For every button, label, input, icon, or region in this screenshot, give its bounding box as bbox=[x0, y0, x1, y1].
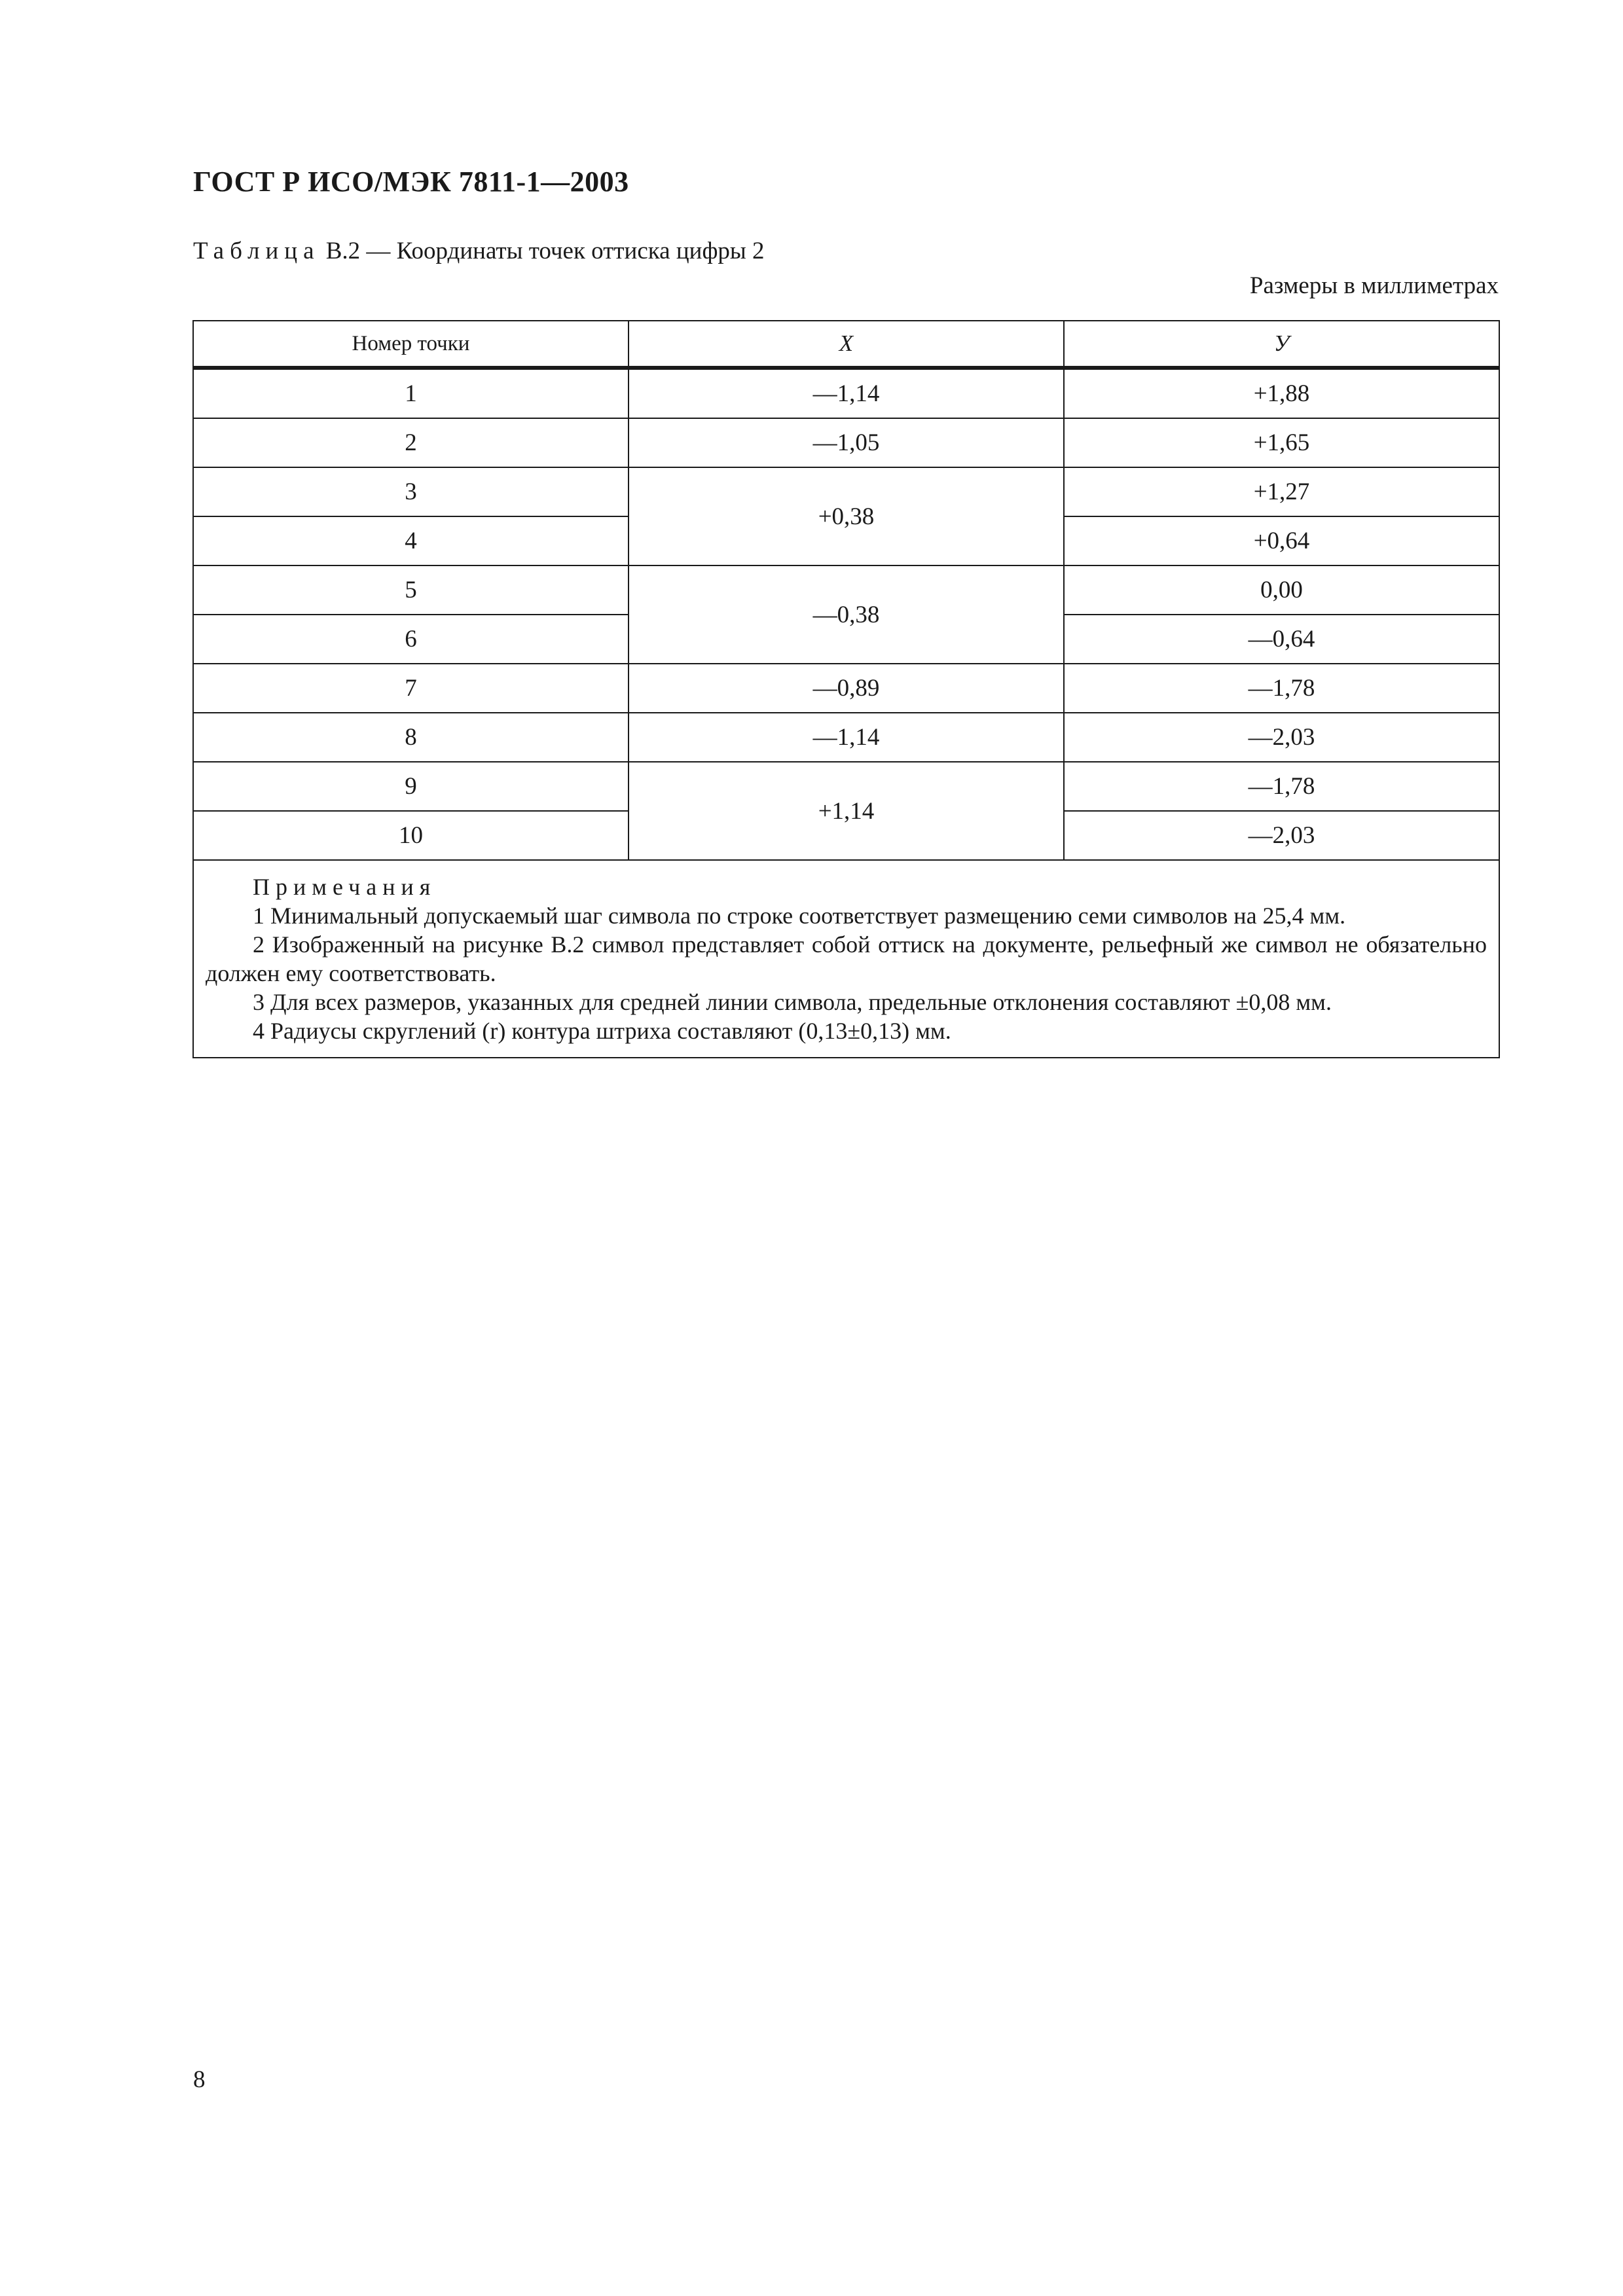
cell-y: —1,78 bbox=[1064, 664, 1499, 713]
note-4: 4 Радиусы скруглений (r) контура штриха составляют (0,13±0,13) мм. bbox=[253, 1018, 951, 1044]
cell-x: —1,05 bbox=[629, 418, 1064, 467]
cell-point-number: 3 bbox=[193, 467, 629, 516]
cell-point-number: 4 bbox=[193, 516, 629, 565]
table-row bbox=[193, 664, 1499, 713]
cell-point-number: 9 bbox=[193, 762, 629, 811]
table-row bbox=[193, 418, 1499, 467]
table-caption-label: Таблица bbox=[193, 238, 320, 264]
units-note: Размеры в миллиметрах bbox=[1249, 272, 1499, 299]
cell-y: —0,64 bbox=[1064, 615, 1499, 664]
note-1: 1 Минимальный допускаемый шаг символа по строке соответствует размещению семи символов на 25,4 мм. bbox=[253, 903, 1346, 929]
notes-title: Примечания bbox=[253, 874, 437, 900]
table-row bbox=[193, 467, 1499, 516]
cell-x: +0,38 bbox=[629, 467, 1064, 565]
table-row bbox=[193, 713, 1499, 762]
notes-cell bbox=[193, 860, 1499, 1058]
header-point-number: Номер точки bbox=[193, 321, 629, 368]
cell-y: —2,03 bbox=[1064, 713, 1499, 762]
table-caption-text: В.2 — Координаты точек оттиска цифры 2 bbox=[325, 238, 765, 264]
cell-point-number: 8 bbox=[193, 713, 629, 762]
header-x: X bbox=[629, 321, 1064, 368]
cell-point-number: 2 bbox=[193, 418, 629, 467]
cell-point-number: 10 bbox=[193, 811, 629, 860]
coordinates-table bbox=[192, 320, 1500, 1058]
table-header-row bbox=[193, 321, 1499, 368]
table-row bbox=[193, 565, 1499, 615]
note-3: 3 Для всех размеров, указанных для средней линии символа, предельные отклонения составляют ±0,08 мм. bbox=[253, 989, 1332, 1015]
cell-x: —1,14 bbox=[629, 713, 1064, 762]
header-y: У bbox=[1064, 321, 1499, 368]
cell-y: 0,00 bbox=[1064, 565, 1499, 615]
cell-x: —0,89 bbox=[629, 664, 1064, 713]
table-row bbox=[193, 368, 1499, 418]
cell-point-number: 1 bbox=[193, 368, 629, 418]
notes-row bbox=[193, 860, 1499, 1058]
table-row bbox=[193, 762, 1499, 811]
note-2: 2 Изображенный на рисунке В.2 символ представляет собой оттиск на документе, рельефный же символ не обязательно должен ему соответствовать. bbox=[206, 931, 1487, 986]
cell-point-number: 5 bbox=[193, 565, 629, 615]
cell-y: +1,65 bbox=[1064, 418, 1499, 467]
cell-y: —2,03 bbox=[1064, 811, 1499, 860]
cell-y: —1,78 bbox=[1064, 762, 1499, 811]
cell-y: +1,88 bbox=[1064, 368, 1499, 418]
cell-x: —1,14 bbox=[629, 368, 1064, 418]
table-caption bbox=[193, 237, 765, 265]
cell-x: +1,14 bbox=[629, 762, 1064, 860]
cell-y: +0,64 bbox=[1064, 516, 1499, 565]
cell-point-number: 7 bbox=[193, 664, 629, 713]
cell-y: +1,27 bbox=[1064, 467, 1499, 516]
cell-point-number: 6 bbox=[193, 615, 629, 664]
document-code-header: ГОСТ Р ИСО/МЭК 7811-1—2003 bbox=[193, 166, 629, 198]
cell-x: —0,38 bbox=[629, 565, 1064, 664]
page-number: 8 bbox=[193, 2066, 206, 2093]
